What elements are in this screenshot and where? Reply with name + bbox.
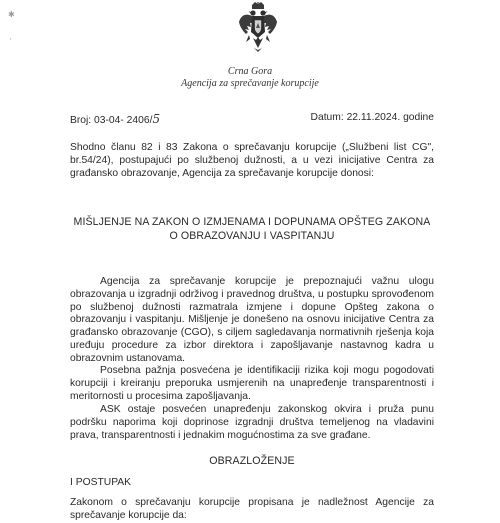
body-paragraph-1: Agencija za sprečavanje korupcije je prepoznajući važnu ulogu obrazovanja u izgradnji održivog i pravednog društva, u postupku sprovođenom po službenoj dužnosti razmatrala izmjene i dopune Opšteg zakona o obrazovanju i vaspitanju. Mišljenje je donešeno na osnovu inicijative Centra za građansko obrazovanje (CGO), s ciljem sagledavanja normativnih rješenja koja uređuju procedure za izbor direktora i zapošljavanje nastavnog kadra u obrazovnim ustanovama.	[70, 276, 434, 364]
document-title: MIŠLJENJE NA ZAKON O IZMJENAMA I DOPUNAMA OPŠTEG ZAKONA O OBRAZOVANJU I VASPITANJU	[73, 216, 431, 242]
intro-paragraph: Shodno članu 82 i 83 Zakona o sprečavanju korupcije („Službeni list CG", br.54/24), postupajući po službenoj dužnosti, a u vezi inicijative Centra za građansko obrazovanje, Agencija za sprečavanje korupcije donosi:	[70, 142, 434, 179]
body-paragraph-2: Posebna pažnja posvećena je identifikaciji rizika koji mogu pogodovati korupciji i kreiranju preporuka usmjerenih na unapređenje transparentnosti i meritornosti u procesima zapošljavanja.	[70, 365, 434, 402]
issuer-agency-name: Agencija za sprečavanje korupcije	[181, 78, 319, 89]
scan-artifact-mark: ✱	[8, 10, 15, 19]
issuer-country-name: Crna Gora	[227, 66, 273, 77]
coat-of-arms-emblem	[238, 2, 278, 56]
document-date: Datum: 22.11.2024. godine	[310, 112, 434, 123]
subsection-heading: I POSTUPAK	[70, 477, 132, 488]
reference-number-handwritten: 5	[152, 112, 161, 126]
reference-row	[70, 112, 434, 126]
section-title: OBRAZLOŽENJE	[209, 455, 295, 467]
reference-number	[70, 112, 160, 126]
body-paragraph-3: ASK ostaje posvećen unapređenju zakonskog okvira i pruža punu podršku naporima koji doprinose izgradnji društva temeljenog na vladavini prava, transparentnosti i jednakim mogućnostima za sve građane.	[70, 404, 434, 441]
reference-number-prefix: Broj: 03-04- 2406/	[70, 115, 153, 126]
scan-artifact-mark: '	[10, 37, 12, 46]
closing-paragraph: Zakonom o sprečavanju korupcije propisana je nadležnost Agencije za sprečavanje korupcije da:	[70, 497, 434, 521]
